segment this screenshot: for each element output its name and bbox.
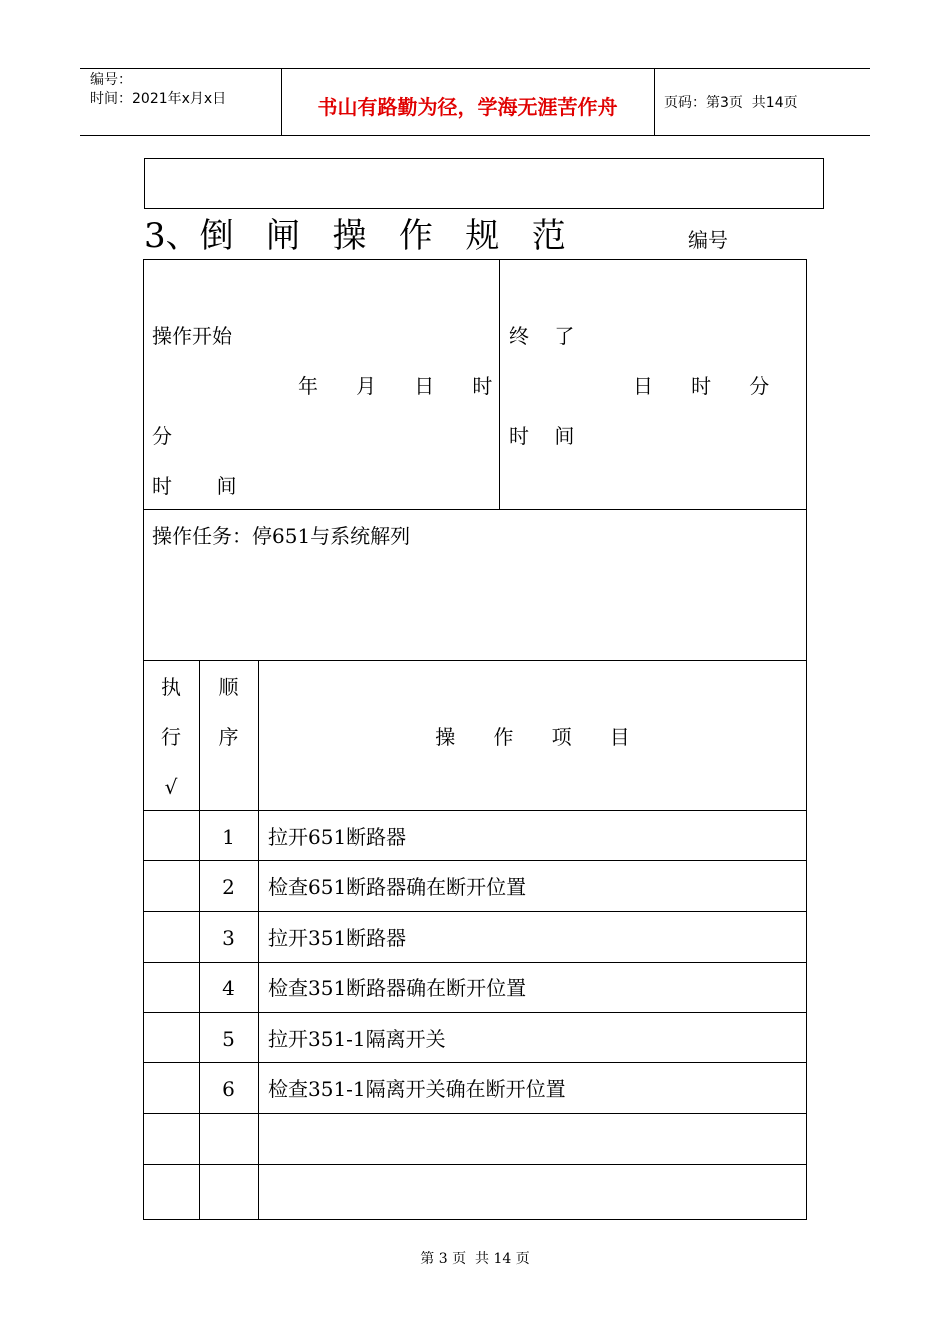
row-rule <box>143 509 807 510</box>
start-time-label: 时 间 <box>152 474 237 498</box>
row-rule <box>143 1012 807 1013</box>
section-title: 3、倒 闸 操 作 规 范 <box>144 216 566 256</box>
order-header-char: 序 <box>218 725 239 749</box>
row-rule <box>143 1113 807 1114</box>
exec-header-char: 行 <box>161 725 181 749</box>
header-time: 时间：2021年x月x日 <box>90 91 227 107</box>
header-number-label: 编号： <box>90 72 132 88</box>
row-rule <box>143 1164 807 1165</box>
end-time-label: 时 间 <box>509 424 575 448</box>
header-top-rule <box>80 68 870 69</box>
header-divider <box>654 68 655 135</box>
start-label: 操作开始 <box>152 324 232 348</box>
row-rule <box>143 810 807 811</box>
step-text: 检查651断路器确在断开位置 <box>268 875 527 899</box>
item-header: 操 作 项 目 <box>435 725 630 749</box>
page-footer: 第 3 页 共 14 页 <box>420 1251 530 1267</box>
step-number: 5 <box>222 1027 235 1051</box>
title-number-label: 编号 <box>688 228 728 252</box>
step-number: 6 <box>222 1077 235 1101</box>
start-date-units: 年 月 日 时 <box>298 374 493 398</box>
row-rule <box>143 962 807 963</box>
time-divider <box>499 259 500 509</box>
row-rule <box>143 1062 807 1063</box>
row-rule <box>143 911 807 912</box>
row-rule <box>143 860 807 861</box>
header-motto: 书山有路勤为径，学海无涯苦作舟 <box>317 95 618 119</box>
empty-box <box>144 158 824 209</box>
end-date-units: 日 时 分 <box>633 374 770 398</box>
step-text: 拉开351-1隔离开关 <box>268 1027 446 1051</box>
row-rule <box>143 660 807 661</box>
step-text: 检查351断路器确在断开位置 <box>268 976 527 1000</box>
order-header-char: 顺 <box>218 675 239 699</box>
step-text: 拉开351断路器 <box>268 926 407 950</box>
step-text: 拉开651断路器 <box>268 825 407 849</box>
exec-header-check: √ <box>164 775 178 799</box>
step-number: 3 <box>222 926 235 950</box>
step-number: 1 <box>222 825 235 849</box>
exec-header-char: 执 <box>161 675 181 699</box>
step-number: 2 <box>222 875 235 899</box>
header-page-info: 页码：第3页 共14页 <box>664 95 798 111</box>
step-text: 检查351-1隔离开关确在断开位置 <box>268 1077 566 1101</box>
end-label: 终 了 <box>509 324 575 348</box>
operation-task: 操作任务：停651与系统解列 <box>152 524 411 548</box>
start-minute-unit: 分 <box>152 424 172 448</box>
header-bottom-rule <box>80 135 870 136</box>
step-number: 4 <box>222 976 235 1000</box>
